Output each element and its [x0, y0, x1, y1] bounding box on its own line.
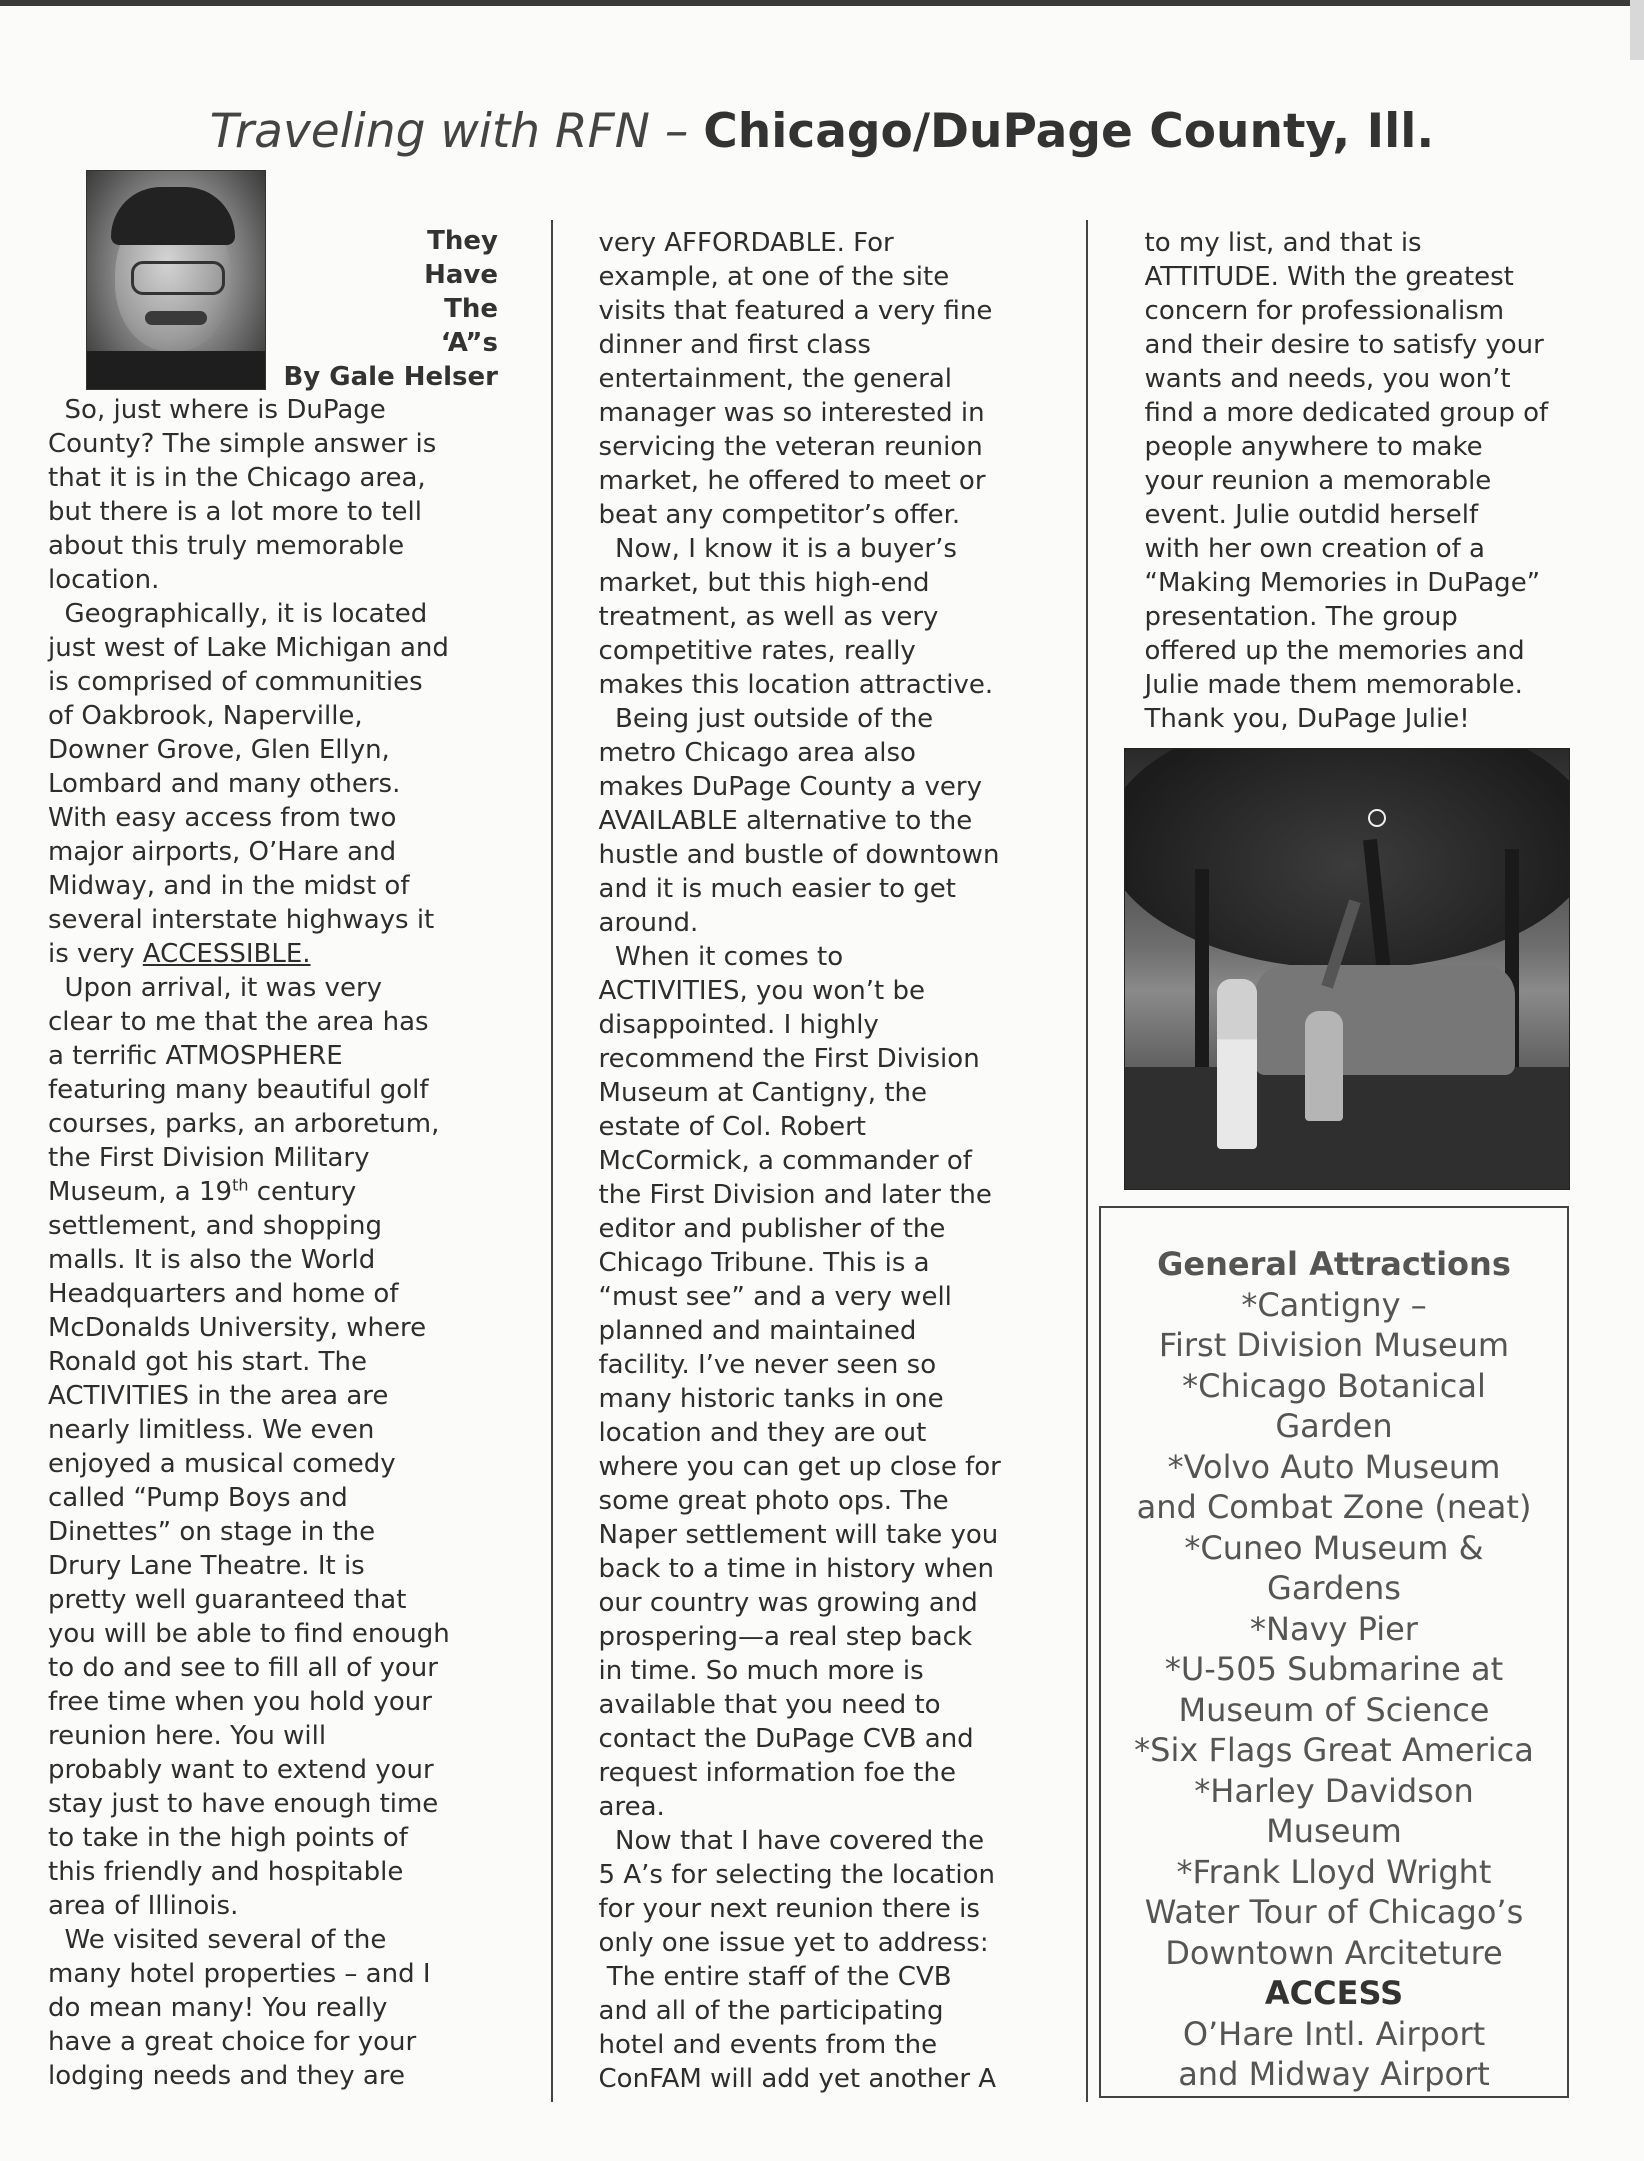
text-line: facility. I’ve never seen so — [582, 1350, 937, 1380]
text-line: people anywhere to make — [1128, 432, 1483, 462]
text-line: treatment, as well as very — [582, 602, 939, 632]
text-line: Drury Lane Theatre. It is — [48, 1551, 365, 1581]
text-line: ACTIVITIES, you won’t be — [582, 976, 925, 1006]
access-line: O’Hare Intl. Airport — [1182, 2014, 1486, 2053]
text-line: competitive rates, really — [582, 636, 916, 666]
article-column-2 — [582, 226, 1052, 2096]
person — [1217, 979, 1257, 1149]
text-line: wants and needs, you won’t — [1128, 364, 1511, 394]
text-line: stay just to have enough time — [48, 1789, 439, 1819]
text-line: Midway, and in the midst of — [48, 871, 410, 901]
text-line: example, at one of the site — [582, 262, 950, 292]
text-line: Geographically, it is located — [48, 599, 428, 629]
text-line: presentation. The group — [1128, 602, 1458, 632]
attraction-line: *Navy Pier — [1250, 1609, 1418, 1648]
text-line: very AFFORDABLE. For — [582, 228, 894, 258]
text-line: of Oakbrook, Naperville, — [48, 701, 363, 731]
text-line: is comprised of communities — [48, 667, 423, 697]
text-line: hotel and events from the — [582, 2030, 938, 2060]
scan-edge-top — [0, 0, 1644, 6]
text-line: clear to me that the area has — [48, 1007, 429, 1037]
text-line: this friendly and hospitable — [48, 1857, 404, 1887]
text-line: location. — [48, 565, 160, 595]
tank — [1255, 965, 1515, 1075]
text-line: with her own creation of a — [1128, 534, 1485, 564]
attraction-line: *Six Flags Great America — [1134, 1731, 1534, 1769]
text-line: makes DuPage County a very — [582, 772, 982, 802]
text-line: Now, I know it is a buyer’s — [582, 534, 957, 564]
text-line: enjoyed a musical comedy — [48, 1449, 396, 1479]
text-line: When it comes to — [582, 942, 844, 972]
text-line: ConFAM will add yet another A — [582, 2064, 997, 2094]
text-line: Julie made them memorable. — [1128, 670, 1523, 700]
text-line: called “Pump Boys and — [48, 1483, 348, 1513]
text-line: recommend the First Division — [582, 1044, 980, 1074]
attraction-line: Downtown Arciteture — [1165, 1933, 1503, 1972]
access-heading: ACCESS — [1264, 1974, 1404, 2012]
text-line: Dinettes” on stage in the — [48, 1517, 376, 1547]
text-line: free time when you hold your — [48, 1687, 432, 1717]
text-line: area of Illinois. — [48, 1891, 239, 1921]
text-line: The entire staff of the CVB — [582, 1962, 952, 1992]
attraction-line: Water Tour of Chicago’s — [1144, 1893, 1524, 1931]
text-line: lodging needs and they are — [48, 2061, 405, 2091]
text-line: metro Chicago area also — [582, 738, 916, 768]
text-line: just west of Lake Michigan and — [48, 633, 449, 663]
text-line: have a great choice for your — [48, 2027, 417, 2057]
attraction-line: Garden — [1275, 1407, 1393, 1445]
text-line: “Making Memories in DuPage” — [1128, 568, 1541, 598]
article-column-1 — [48, 393, 508, 2093]
text-line: that it is in the Chicago area, — [48, 463, 426, 493]
text-line: many hotel properties – and I — [48, 1959, 431, 1989]
text-line: reunion here. You will — [48, 1721, 327, 1751]
attraction-line: *Volvo Auto Museum — [1167, 1447, 1501, 1486]
byline — [260, 224, 498, 394]
attraction-line: Museum of Science — [1178, 1690, 1490, 1729]
attraction-line: *Cantigny – — [1241, 1285, 1427, 1324]
text-line: your reunion a memorable — [1128, 466, 1492, 496]
text-line: Thank you, DuPage Julie! — [1128, 704, 1470, 734]
text-line: 5 A’s for selecting the location — [582, 1860, 996, 1890]
text-line: available that you need to — [582, 1690, 941, 1720]
text-line: concern for professionalism — [1128, 296, 1505, 326]
text-line: to do and see to fill all of your — [48, 1653, 438, 1683]
attraction-line: *U-505 Submarine at — [1164, 1650, 1504, 1688]
text-line: courses, parks, an arboretum, — [48, 1109, 440, 1139]
text-line: about this truly memorable — [48, 531, 405, 561]
text-line: Downer Grove, Glen Ellyn, — [48, 735, 390, 765]
text-line: Being just outside of the — [582, 704, 934, 734]
text-line: where you can get up close for — [582, 1452, 1001, 1482]
text-line: but there is a lot more to tell — [48, 497, 422, 527]
attraction-line: and Combat Zone (neat) — [1136, 1488, 1532, 1526]
attraction-line: *Cuneo Museum & — [1184, 1528, 1484, 1567]
kicker-line: ‘A”s — [440, 328, 498, 358]
text-line: “must see” and a very well — [582, 1282, 952, 1312]
text-line: Ronald got his start. The — [48, 1347, 368, 1377]
text-line: a terrific ATMOSPHERE — [48, 1041, 343, 1071]
attraction-line: *Harley Davidson — [1194, 1771, 1474, 1810]
text-line: some great photo ops. The — [582, 1486, 949, 1516]
kicker-line: Have — [424, 260, 498, 290]
access-line: and Midway Airport — [1178, 2055, 1490, 2093]
text-line: Upon arrival, it was very — [48, 973, 383, 1003]
attractions-heading: General Attractions — [1157, 1245, 1511, 1283]
text-line: prospering—a real step back — [582, 1622, 973, 1652]
person — [1305, 1011, 1343, 1121]
text-line: servicing the veteran reunion — [582, 432, 983, 462]
text-line: and it is much easier to get — [582, 874, 956, 904]
column-divider — [551, 220, 553, 2102]
text-line: and their desire to satisfy your — [1128, 330, 1544, 360]
kicker-line: They — [427, 226, 498, 256]
text-line: the First Division Military — [48, 1143, 370, 1173]
text-line: you will be able to find enough — [48, 1619, 450, 1649]
attraction-line: Museum — [1266, 1812, 1402, 1850]
text-line: ATTITUDE. With the greatest — [1128, 262, 1514, 292]
text-line: disappointed. I highly — [582, 1010, 879, 1040]
scan-edge-right — [1630, 0, 1644, 60]
column-divider — [1086, 220, 1088, 2102]
text-line: With easy access from two — [48, 803, 397, 833]
text-line: our country was growing and — [582, 1588, 978, 1618]
text-line: to take in the high points of — [48, 1823, 408, 1853]
text-line: visits that featured a very fine — [582, 296, 993, 326]
text-line: offered up the memories and — [1128, 636, 1525, 666]
text-line: event. Julie outdid herself — [1128, 500, 1479, 530]
text-line: major airports, O’Hare and — [48, 837, 397, 867]
text-line: only one issue yet to address: — [582, 1928, 989, 1958]
text-line: find a more dedicated group of — [1128, 398, 1549, 428]
text-line: around. — [582, 908, 699, 938]
attractions-box — [1099, 1206, 1569, 2098]
text-line: Chicago Tribune. This is a — [582, 1248, 930, 1278]
text-line: McCormick, a commander of — [582, 1146, 972, 1176]
accessible-word: ACCESSIBLE. — [142, 939, 311, 969]
title-series: Traveling with RFN – — [209, 104, 704, 159]
text-line: request information foe the — [582, 1758, 956, 1788]
text-line: AVAILABLE alternative to the — [582, 806, 973, 836]
text-line: featuring many beautiful golf — [48, 1075, 429, 1105]
text-line: pretty well guaranteed that — [48, 1585, 407, 1615]
text-line: many historic tanks in one — [582, 1384, 944, 1414]
text-line: Naper settlement will take you — [582, 1520, 999, 1550]
text-line: ACTIVITIES in the area are — [48, 1381, 389, 1411]
text-line: and all of the participating — [582, 1996, 944, 2026]
text-line: Headquarters and home of — [48, 1279, 399, 1309]
text-line: hustle and bustle of downtown — [582, 840, 1000, 870]
text-line: editor and publisher of the — [582, 1214, 946, 1244]
text-line: do mean many! You really — [48, 1993, 388, 2023]
text-line: back to a time in history when — [582, 1554, 995, 1584]
title-location: Chicago/DuPage County, Ill. — [703, 104, 1435, 159]
author-name: By Gale Helser — [283, 362, 498, 392]
text-line: contact the DuPage CVB and — [582, 1724, 974, 1754]
kicker-line: The — [444, 294, 498, 324]
tank-photo — [1124, 748, 1570, 1190]
text-line: in time. So much more is — [582, 1656, 924, 1686]
text-line: manager was so interested in — [582, 398, 985, 428]
text-line: several interstate highways it — [48, 905, 435, 935]
text-line: for your next reunion there is — [582, 1894, 980, 1924]
author-portrait — [86, 170, 266, 390]
text-line: Museum at Cantigny, the — [582, 1078, 927, 1108]
text-line: makes this location attractive. — [582, 670, 994, 700]
text-line: We visited several of the — [48, 1925, 387, 1955]
text-line: entertainment, the general — [582, 364, 952, 394]
text-line: probably want to extend your — [48, 1755, 434, 1785]
attraction-line: *Chicago Botanical — [1182, 1366, 1486, 1405]
text-line: So, just where is DuPage — [48, 395, 386, 425]
text-line: market, but this high-end — [582, 568, 930, 598]
text-line: malls. It is also the World — [48, 1245, 376, 1275]
text-line: Museum, a 19th century — [48, 1175, 357, 1207]
text-line: market, he offered to meet or — [582, 466, 986, 496]
article-column-3 — [1128, 226, 1588, 736]
attraction-line: First Division Museum — [1158, 1326, 1510, 1364]
attraction-line: *Frank Lloyd Wright — [1176, 1852, 1492, 1891]
page-title — [0, 100, 1644, 164]
text-line: County? The simple answer is — [48, 429, 437, 459]
text-line: to my list, and that is — [1128, 228, 1422, 258]
attraction-line: Gardens — [1267, 1569, 1401, 1607]
text-line: location and they are out — [582, 1418, 927, 1448]
text-line: settlement, and shopping — [48, 1211, 383, 1241]
text-line: area. — [582, 1792, 665, 1822]
text-line: is very ACCESSIBLE. — [48, 939, 311, 969]
text-line: planned and maintained — [582, 1316, 917, 1346]
text-line: Lombard and many others. — [48, 769, 401, 799]
text-line: beat any competitor’s offer. — [582, 500, 961, 530]
text-line: estate of Col. Robert — [582, 1112, 866, 1142]
text-line: the First Division and later the — [582, 1180, 992, 1210]
text-line: Now that I have covered the — [582, 1826, 985, 1856]
text-line: nearly limitless. We even — [48, 1415, 375, 1445]
text-line: dinner and first class — [582, 330, 871, 360]
text-line: McDonalds University, where — [48, 1313, 427, 1343]
